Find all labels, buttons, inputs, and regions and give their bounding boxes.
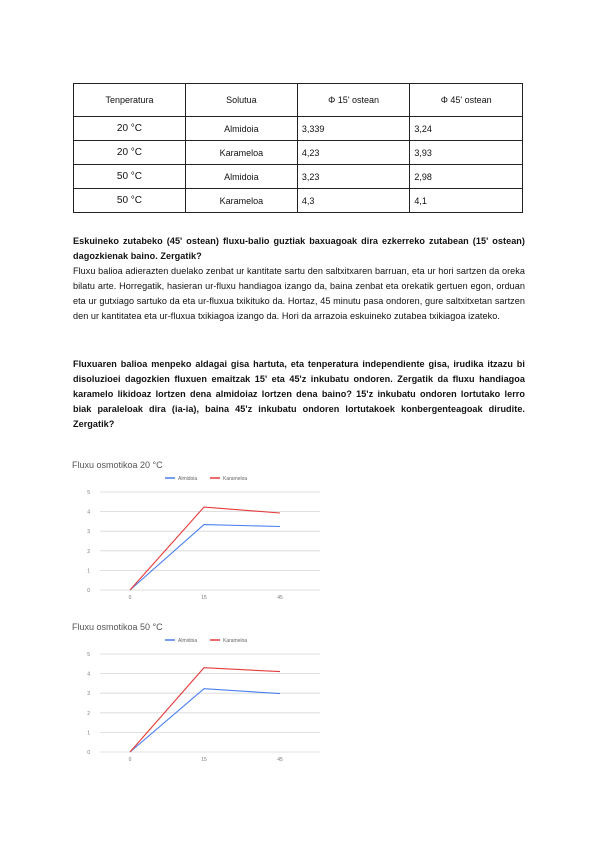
table-row xyxy=(74,117,523,141)
chart-20c xyxy=(70,458,340,608)
cell-flux-15: 3,23 xyxy=(297,165,410,189)
series-line-almidoia xyxy=(130,689,280,752)
table-row xyxy=(74,141,523,165)
header-flux-45: Φ 45' ostean xyxy=(410,84,523,117)
x-tick-label: 0 xyxy=(128,595,132,601)
series-line-almidoia xyxy=(130,525,280,590)
chart-50c xyxy=(70,620,340,770)
x-tick-label: 0 xyxy=(128,757,132,763)
cell-solute: Almidoia xyxy=(185,117,297,141)
cell-solute: Karameloa xyxy=(185,141,297,165)
x-tick-label: 45 xyxy=(277,757,283,763)
table-header-row xyxy=(74,84,523,117)
series-line-karameloa xyxy=(130,507,280,590)
y-tick-label: 1 xyxy=(87,730,90,737)
cell-flux-45: 3,24 xyxy=(410,117,523,141)
y-tick-label: 3 xyxy=(87,529,90,536)
cell-flux-45: 4,1 xyxy=(410,189,523,213)
legend-label: Karameloa xyxy=(223,638,248,644)
cell-flux-15: 3,339 xyxy=(297,117,410,141)
chart-title: Fluxu osmotikoa 50 °C xyxy=(72,622,163,632)
y-tick-label: 2 xyxy=(87,710,90,717)
cell-temperature: 50 °C xyxy=(74,189,186,213)
flux-table xyxy=(73,83,523,213)
header-flux-15: Φ 15' ostean xyxy=(297,84,410,117)
question-1: Eskuineko zutabeko (45' ostean) fluxu-balio guztiak baxuagoak dira ezkerreko zutabean (15' ostean) dagozkienak baino. Zergatik? xyxy=(73,236,525,261)
cell-solute: Karameloa xyxy=(185,189,297,213)
y-tick-label: 1 xyxy=(87,568,90,575)
y-tick-label: 0 xyxy=(87,588,90,594)
table-row xyxy=(74,165,523,189)
legend-label: Almidoia xyxy=(178,476,198,482)
cell-temperature: 20 °C xyxy=(74,141,186,165)
y-tick-label: 3 xyxy=(87,691,90,698)
chart-20c-svg xyxy=(70,458,340,608)
y-tick-label: 2 xyxy=(87,548,90,555)
cell-flux-45: 2,98 xyxy=(410,165,523,189)
legend-label: Almidoia xyxy=(178,638,198,644)
chart-title: Fluxu osmotikoa 20 °C xyxy=(72,460,163,470)
cell-temperature: 50 °C xyxy=(74,165,186,189)
x-tick-label: 15 xyxy=(201,595,207,601)
x-tick-label: 15 xyxy=(201,757,207,763)
cell-flux-45: 3,93 xyxy=(410,141,523,165)
cell-solute: Almidoia xyxy=(185,165,297,189)
legend-label: Karameloa xyxy=(223,476,248,482)
cell-flux-15: 4,3 xyxy=(297,189,410,213)
y-tick-label: 0 xyxy=(87,750,90,756)
header-temperature: Tenperatura xyxy=(74,84,186,117)
chart-50c-svg xyxy=(70,620,340,770)
answer-1: Fluxu balioa adierazten duelako zenbat ur kantitate sartu den saltxitxaren barruan, eta ur hori sartzen da oreka bilatu arte. Horregatik, hasieran ur-fluxu handiagoa izango da, baina zenbat eta orekatik gertuen egon, orduan eta ur gutxiago sartuko da eta ur-fluxua txikituko da. Hortaz, 45 minutu pasa ondoren, gure saltxitxetan sartzen den ur kantitatea eta ur-fluxua txikiagoa izango da. Hori da arrazoia eskuineko zutabea txikiagoa izateko. xyxy=(73,266,525,321)
y-tick-label: 5 xyxy=(87,490,90,496)
cell-temperature: 20 °C xyxy=(74,117,186,141)
x-tick-label: 45 xyxy=(277,595,283,601)
series-line-karameloa xyxy=(130,668,280,752)
y-tick-label: 4 xyxy=(87,509,90,516)
header-solute: Solutua xyxy=(185,84,297,117)
y-tick-label: 4 xyxy=(87,671,90,678)
question-2: Fluxuaren balioa menpeko aldagai gisa hartuta, eta tenperatura independiente gisa, irudika itzazu bi disoluzioei dagozkien fluxuen emaitzak 15' eta 45'z inkubatu ondoren. Zergatik da fluxu handiagoa karamelo likidoaz lortzen dena almidoiaz lortzen dena baino? 15'z inkubatu ondoren lortutako lerro biak paraleloak dira (ia-ia), baina 45'z inkubatu ondoren lortutakoek konbergenteagoak dirudite. Zergatik? xyxy=(73,359,525,429)
table-row xyxy=(74,189,523,213)
cell-flux-15: 4,23 xyxy=(297,141,410,165)
y-tick-label: 5 xyxy=(87,652,90,658)
